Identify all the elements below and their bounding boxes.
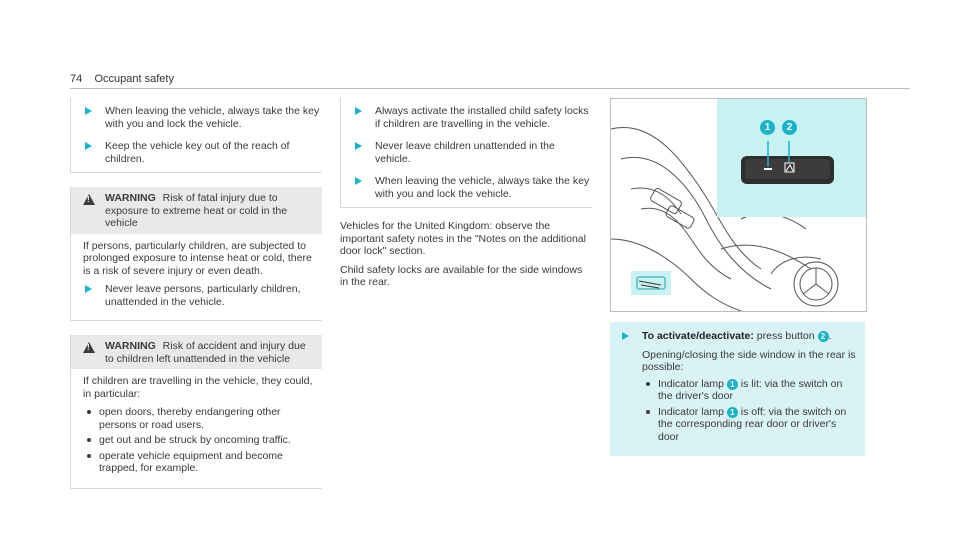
indicator-item [642, 406, 857, 444]
step-arrow-icon [355, 177, 362, 185]
step-arrow-icon [85, 142, 92, 150]
left-column [70, 98, 322, 489]
indicator-prefix: Indicator lamp [658, 377, 724, 390]
instruction-step [353, 175, 592, 200]
instruction-steps [340, 98, 592, 208]
instruction-label: To activate/deactivate: [642, 330, 754, 342]
bullet-item: operate vehicle equipment and become trapped, for example. [83, 450, 314, 475]
bullet-item: open doors, thereby endangering other persons or road users. [83, 406, 314, 431]
lamp-1-badge: 1 [727, 407, 738, 418]
instruction-step [83, 283, 314, 308]
instruction-step [353, 105, 592, 130]
child-lock-paragraph: Child safety locks are available for the side windows in the rear. [340, 263, 583, 288]
warning-box-unattended [70, 335, 322, 489]
indicator-prefix: Indicator lamp [658, 405, 724, 418]
step-text: Always activate the installed child safety locks if children are travelling in the vehicle. [375, 105, 589, 130]
middle-column [340, 98, 592, 295]
indicator-item [642, 378, 857, 403]
step-arrow-icon [85, 107, 92, 115]
button-2-badge: 2 [818, 331, 829, 342]
warning-triangle-icon [83, 194, 95, 205]
callout-2: 2 [782, 120, 797, 135]
warning-body [71, 234, 322, 321]
step-arrow-icon [622, 332, 629, 340]
step-text: Never leave children unattended in the vehicle. [375, 140, 555, 165]
instruction-step [353, 140, 592, 165]
header-divider [70, 88, 910, 89]
right-column [610, 98, 865, 456]
door-panel-illustration [610, 98, 867, 312]
instruction-action: press button [756, 330, 815, 342]
warning-box-heat [70, 187, 322, 321]
instruction-box [610, 322, 865, 456]
door-panel-drawing [611, 99, 866, 311]
page-number: 74 [70, 73, 83, 85]
instruction-step: To activate/deactivate: press button 2 . [620, 330, 857, 343]
indicator-suffix: is off: via the switch on the corresponding rear door or driver's door [658, 405, 847, 443]
step-arrow-icon [85, 285, 92, 293]
warning-header [71, 335, 322, 369]
step-text: When leaving the vehicle, always take the key with you and lock the vehicle. [105, 105, 320, 130]
warning-title: WARNING [105, 340, 156, 352]
instruction-intro: Opening/closing the side window in the rear is possible: [642, 348, 856, 373]
warning-heading: Risk of fatal injury due to exposure to extreme heat or cold in the vehicle [105, 192, 288, 229]
bullet-item: get out and be struck by oncoming traffic. [83, 434, 314, 447]
instruction-steps [70, 98, 322, 173]
instruction-step [83, 140, 322, 165]
warning-heading: Risk of accident and injury due to children left unattended in the vehicle [105, 340, 306, 365]
instruction-step [83, 105, 322, 130]
indicator-list [620, 378, 857, 444]
step-arrow-icon [355, 142, 362, 150]
lamp-1-badge: 1 [727, 379, 738, 390]
step-text: When leaving the vehicle, always take the key with you and lock the vehicle. [375, 175, 590, 200]
step-text: Never leave persons, particularly children, unattended in the vehicle. [105, 283, 301, 308]
warning-header [71, 187, 322, 234]
warning-title: WARNING [105, 192, 156, 204]
warning-text: If persons, particularly children, are subjected to prolonged exposure to intense heat or cold, there is a risk of severe injury or even death. [83, 239, 312, 277]
callout-1: 1 [760, 120, 775, 135]
section-title: Occupant safety [94, 73, 174, 85]
uk-note-paragraph: Vehicles for the United Kingdom: observe the important safety notes in the "Notes on the additional door lock" section. [340, 220, 586, 257]
warning-triangle-icon [83, 342, 95, 353]
step-arrow-icon [355, 107, 362, 115]
step-text: Keep the vehicle key out of the reach of children. [105, 140, 290, 165]
indicator-suffix: is lit: via the switch on the driver's door [658, 377, 843, 402]
warning-body [71, 369, 322, 488]
warning-text: If children are travelling in the vehicle, they could, in particular: [83, 375, 313, 400]
warning-bullet-list [83, 406, 314, 475]
page-header [70, 73, 174, 86]
